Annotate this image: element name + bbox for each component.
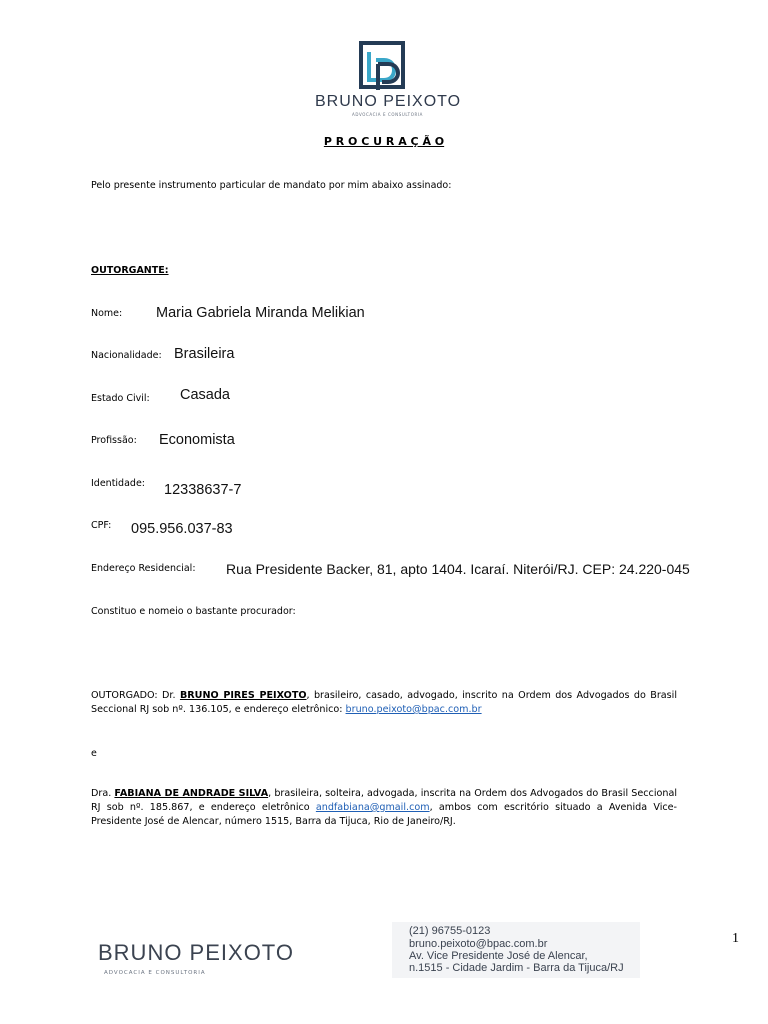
- document-title: P R O C U R A Ç Ã O: [323, 135, 445, 148]
- segunda-paragraph: [91, 787, 677, 829]
- outorgante-heading: OUTORGANTE:: [91, 265, 169, 276]
- nome-value: Maria Gabriela Miranda Melikian: [156, 305, 365, 321]
- footer-logo-tagline: ADVOCACIA E CONSULTORIA: [104, 970, 206, 976]
- endereco-value: Rua Presidente Backer, 81, apto 1404. Icaraí. Niterói/RJ. CEP: 24.220-045: [226, 561, 690, 577]
- estado-civil-label: Estado Civil:: [91, 393, 150, 404]
- outorgado-text: , brasileiro, casado, advogado, inscrito na Ordem dos Advogados do Brasil Seccional RJ sob nº. 136.105, e endereço eletrônico:: [91, 690, 677, 715]
- footer-logo-name: BRUNO PEIXOTO: [98, 940, 294, 965]
- segunda-name: FABIANA DE ANDRADE SILVA: [114, 788, 269, 799]
- segunda-email-link[interactable]: andfabiana@gmail.com: [315, 802, 430, 813]
- cpf-value: 095.956.037-83: [131, 521, 233, 537]
- profissao-label: Profissão:: [91, 435, 137, 446]
- bp-monogram-icon: [300, 40, 468, 92]
- footer-contact-address-1: Av. Vice Presidente José de Alencar,: [409, 950, 588, 962]
- page-number: 1: [732, 931, 739, 946]
- segunda-text: , brasileira, solteira, advogada, inscrita na Ordem dos Advogados do Brasil Seccional RJ sob nº. 185.867, e endereço eletrônico: [91, 788, 677, 813]
- footer-contact: [392, 922, 640, 978]
- conjunction-text: e: [91, 748, 97, 759]
- identidade-value: 12338637-7: [164, 482, 242, 498]
- footer-contact-email: bruno.peixoto@bpac.com.br: [409, 938, 548, 950]
- intro-text: Pelo presente instrumento particular de mandato por mim abaixo assinado:: [91, 180, 452, 191]
- outorgado-email-link[interactable]: bruno.peixoto@bpac.com.br: [345, 704, 482, 715]
- nome-label: Nome:: [91, 308, 123, 319]
- identidade-label: Identidade:: [91, 478, 145, 489]
- outorgado-prefix: OUTORGADO: Dr.: [91, 690, 180, 701]
- header-logo-name: BRUNO PEIXOTO: [315, 93, 462, 110]
- nacionalidade-label: Nacionalidade:: [91, 350, 162, 361]
- outorgado-paragraph: [91, 689, 677, 717]
- nacionalidade-value: Brasileira: [174, 346, 235, 362]
- footer-contact-phone: (21) 96755-0123: [409, 925, 491, 937]
- estado-civil-value: Casada: [180, 387, 230, 403]
- endereco-label: Endereço Residencial:: [91, 563, 196, 574]
- header-logo: [300, 40, 468, 122]
- cpf-label: CPF:: [91, 520, 112, 531]
- footer-logo: [98, 940, 298, 980]
- constituo-text: Constituo e nomeio o bastante procurador:: [91, 606, 296, 617]
- profissao-value: Economista: [159, 432, 235, 448]
- footer-contact-address-2: n.1515 - Cidade Jardim - Barra da Tijuca/RJ: [409, 962, 624, 974]
- outorgado-name: BRUNO PIRES PEIXOTO: [179, 690, 307, 701]
- header-logo-tagline: ADVOCACIA E CONSULTORIA: [352, 112, 423, 117]
- segunda-text-2: , ambos com escritório situado a Avenida Vice-Presidente José de Alencar, número 1515, Barra da Tijuca, Rio de Janeiro/RJ.: [91, 802, 678, 827]
- segunda-prefix: Dra.: [91, 788, 115, 799]
